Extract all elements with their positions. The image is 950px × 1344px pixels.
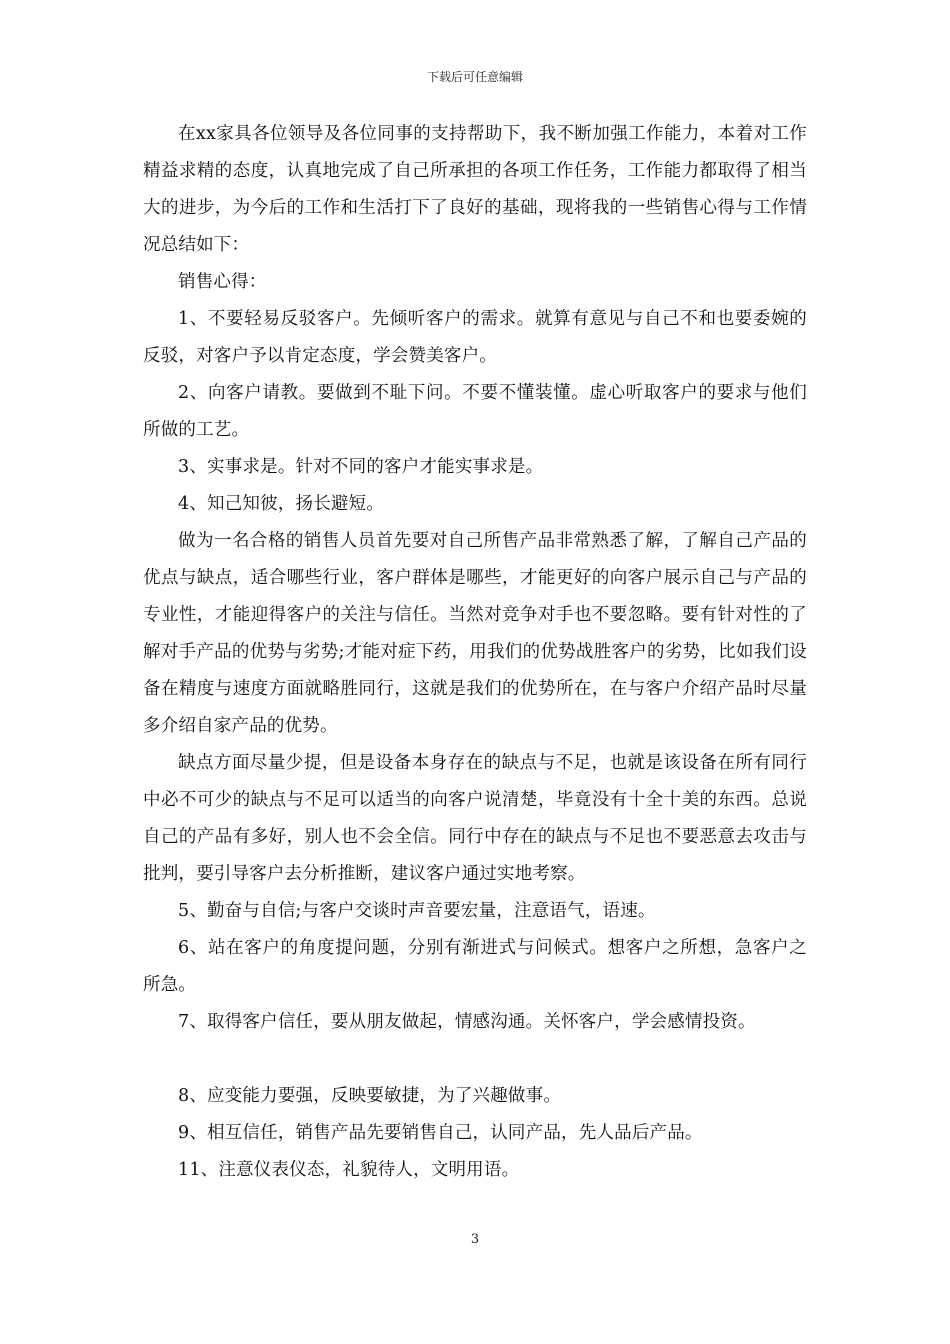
list-item-9: 9、相互信任，销售产品先要销售自己，认同产品，先人品后产品。 <box>178 1123 703 1143</box>
list-item-4: 4、知己知彼，扬长避短。 <box>178 494 385 514</box>
list-item-1: 1、不要轻易反驳客户。先倾听客户的需求。就算有意见与自己不和也要委婉的反驳，对客户予以肯定态度，学会赞美客户。 <box>143 309 807 366</box>
list-item-3: 3、实事求是。针对不同的客户才能实事求是。 <box>178 457 544 477</box>
list-item-2: 2、向客户请教。要做到不耻下问。不要不懂装懂。虚心听取客户的要求与他们所做的工艺。 <box>143 383 807 440</box>
section-heading-sales-experience: 销售心得： <box>178 272 267 292</box>
body-paragraph-weaknesses: 缺点方面尽量少提，但是设备本身存在的缺点与不足，也就是该设备在所有同行中必不可少的缺点与不足可以适当的向客户说清楚，毕竟没有十全十美的东西。总说自己的产品有多好，别人也不会全信。同行中存在的缺点与不足也不要恶意去攻击与批判，要引导客户去分析推断，建议客户通过实地考察。 <box>143 753 807 884</box>
intro-paragraph: 在xx家具各位领导及各位同事的支持帮助下，我不断加强工作能力，本着对工作精益求精的态度，认真地完成了自己所承担的各项工作任务，工作能力都取得了相当大的进步，为今后的工作和生活打下了良好的基础，现将我的一些销售心得与工作情况总结如下： <box>143 124 807 255</box>
blank-line <box>143 1041 807 1078</box>
document-body <box>143 116 807 1189</box>
list-item-7: 7、取得客户信任，要从朋友做起，情感沟通。关怀客户，学会感情投资。 <box>178 1012 756 1032</box>
page-number: 3 <box>470 1232 480 1247</box>
list-item-5: 5、勤奋与自信;与客户交谈时声音要宏量，注意语气，语速。 <box>178 901 656 921</box>
list-item-11: 11、注意仪表仪态，礼貌待人，文明用语。 <box>178 1160 520 1180</box>
page-header: 下载后可任意编辑 <box>426 70 523 84</box>
list-item-6: 6、站在客户的角度提问题，分别有渐进式与问候式。想客户之所想，急客户之所急。 <box>143 938 807 995</box>
body-paragraph-product-knowledge: 做为一名合格的销售人员首先要对自己所售产品非常熟悉了解，了解自己产品的优点与缺点，适合哪些行业，客户群体是哪些，才能更好的向客户展示自己与产品的专业性，才能迎得客户的关注与信任。当然对竞争对手也不要忽略。要有针对性的了解对手产品的优势与劣势;才能对症下药，用我们的优势战胜客户的劣势，比如我们设备在精度与速度方面就略胜同行，这就是我们的优势所在，在与客户介绍产品时尽量多介绍自家产品的优势。 <box>143 531 807 736</box>
list-item-8: 8、应变能力要强，反映要敏捷，为了兴趣做事。 <box>178 1086 562 1106</box>
